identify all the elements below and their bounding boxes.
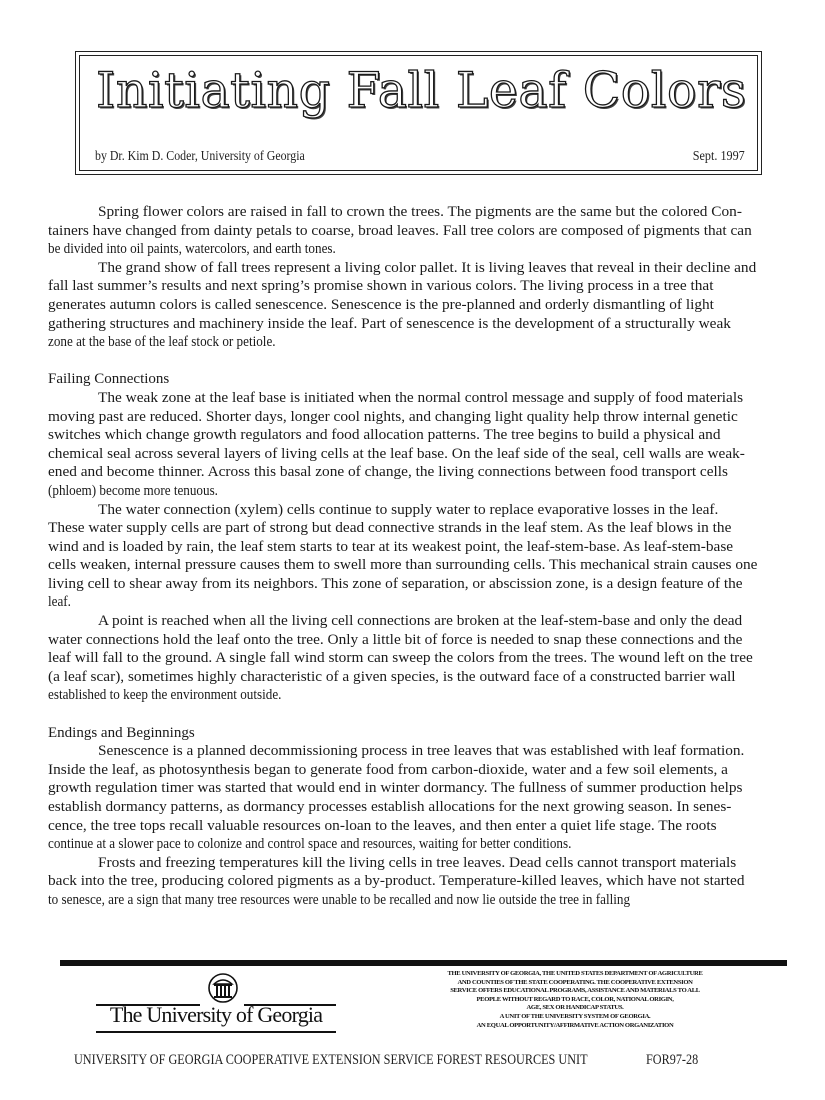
university-wordmark: The University of Georgia	[109, 1002, 323, 1027]
paragraph-line: Inside the leaf, as photosynthesis began to generate food from carbon-dioxide, water and a few soil elements, a	[48, 761, 728, 778]
paragraph-line: continue at a slower pace to colonize and control space and resources, waiting for better conditions.	[48, 836, 572, 853]
paragraph-line: The weak zone at the leaf base is initiated when the normal control message and supply of food materials	[98, 389, 744, 406]
disclaimer-line: AND COUNTIES OF THE STATE COOPERATING. THE COOPERATIVE EXTENSION	[457, 978, 693, 986]
section-spacer	[48, 352, 780, 371]
publication-date: Sept. 1997	[693, 148, 745, 163]
paragraph-line: cells weaken, internal pressure causes them to swell more than surrounding cells. This mechanical strain causes one	[48, 557, 758, 574]
disclaimer-line: AGE, SEX OR HANDICAP STATUS.	[526, 1004, 624, 1012]
paragraph-line: wind and is loaded by rain, the leaf stem starts to tear at its weakest point, the leaf-stem-base. As leaf-stem-base	[48, 538, 734, 555]
paragraph-line: leaf will fall to the ground. A single fall wind storm can sweep the colors from the trees. The wound left on the tree	[48, 650, 753, 667]
paragraph-line: zone at the base of the leaf stock or petiole.	[48, 334, 276, 351]
paragraph-line: These water supply cells are part of strong but dead connective strands in the leaf stem. As the leaf blows in the	[48, 520, 732, 537]
paragraph-line: growth regulation timer was started that would end in winter dormancy. The fullness of summer production helps	[48, 780, 743, 797]
paragraph-line: living cell to shear away from its neighbors. This zone of separation, or abscission zone, is a design feature of the	[48, 575, 743, 592]
university-logo	[96, 972, 336, 1032]
title-box-inner-border	[79, 55, 758, 171]
section-spacer	[48, 705, 780, 724]
paragraph-line: (a leaf scar), sometimes highly characteristic of a given species, is the outward face of a constructed barrier wall	[48, 668, 736, 685]
section-failing-connections	[48, 370, 780, 705]
paragraph-line: generates autumn colors is called senescence. Senescence is the pre-planned and orderly dismantling of light	[48, 296, 714, 313]
disclaimer-line: AN EQUAL OPPORTUNITY/AFFIRMATIVE ACTION ORGANIZATION	[476, 1021, 674, 1029]
disclaimer-line: SERVICE OFFERS EDUCATIONAL PROGRAMS, ASSISTANCE AND MATERIALS TO ALL	[450, 987, 700, 995]
paragraph-line: fall last summer’s results and next spring’s promise shown in various colors. The living process in a tree that	[48, 278, 714, 295]
paragraph-line: Frosts and freezing temperatures kill the living cells in tree leaves. Dead cells cannot transport materials	[98, 854, 737, 871]
disclaimer-line: THE UNIVERSITY OF GEORGIA, THE UNITED STATES DEPARTMENT OF AGRICULTURE	[447, 970, 703, 977]
paragraph-line: established to keep the environment outside.	[48, 687, 282, 704]
publisher-unit: UNIVERSITY OF GEORGIA COOPERATIVE EXTENSION SERVICE FOREST RESOURCES UNIT	[74, 1052, 588, 1068]
section-heading: Endings and Beginnings	[48, 724, 195, 741]
logo-rule	[96, 1031, 336, 1033]
author-byline: by Dr. Kim D. Coder, University of Georgia	[95, 148, 305, 163]
paragraph-line: switches which change growth regulators and food allocation patterns. The tree begins to build a physical and	[48, 427, 721, 444]
title-box	[75, 51, 762, 175]
paragraph-line: Spring flower colors are raised in fall to crown the trees. The pigments are the same but the colored Con-	[98, 204, 742, 220]
disclaimer-line: A UNIT OF THE UNIVERSITY SYSTEM OF GEORGIA.	[499, 1012, 651, 1020]
intro-section	[48, 203, 780, 352]
footer-divider	[60, 960, 787, 966]
paragraph-line: moving past are reduced. Shorter days, longer cool nights, and changing light quality help throw internal genetic	[48, 408, 738, 425]
document-title: Initiating Fall Leaf Colors	[96, 62, 747, 119]
section-endings-and-beginnings	[48, 724, 780, 910]
paragraph-line: be divided into oil paints, watercolors, and earth tones.	[48, 241, 336, 258]
paragraph-line: Senescence is a planned decommissioning process in tree leaves that was established with leaf formation.	[98, 743, 745, 760]
publication-code: FOR97-28	[646, 1052, 699, 1068]
paragraph-line: gathering structures and machinery inside the leaf. Part of senescence is the development of a structurally weak	[48, 315, 731, 332]
equal-opportunity-statement	[390, 970, 760, 1030]
paragraph-line: The water connection (xylem) cells continue to supply water to replace evaporative losses in the leaf.	[98, 501, 719, 518]
article-body	[48, 203, 780, 910]
paragraph-line: (phloem) become more tenuous.	[48, 482, 218, 499]
paragraph-line: ened and become thinner. Across this basal zone of change, the living connections between food transport cells	[48, 464, 728, 481]
paragraph-line: back into the tree, producing colored pigments as a by-product. Temperature-killed leaves, which have not started	[48, 873, 745, 890]
paragraph-line: to senesce, are a sign that many tree resources were unable to be recalled and now lie outside the tree in falling	[48, 891, 631, 908]
paragraph-line: A point is reached when all the living cell connections are broken at the leaf-stem-base and only the dead	[98, 613, 743, 630]
paragraph-line: chemical seal across several layers of living cells at the leaf base. On the leaf side of the seal, cell walls are weak-	[48, 445, 745, 462]
paragraph-line: establish dormancy patterns, as dormancy processes establish allocations for the next growing season. In senes-	[48, 799, 732, 815]
paragraph-line: The grand show of fall trees represent a living color pallet. It is living leaves that reveal in their decline and	[98, 259, 757, 276]
section-heading: Failing Connections	[48, 371, 170, 388]
paragraph-line: leaf.	[48, 594, 71, 611]
disclaimer-line: PEOPLE WITHOUT REGARD TO RACE, COLOR, NATIONAL ORIGIN,	[476, 995, 674, 1003]
paragraph-line: cence, the tree tops recall valuable resources on-loan to the leaves, and then enter a quiet life stage. The roots	[48, 817, 717, 834]
paragraph-line: tainers have changed from dainty petals to coarse, broad leaves. Fall tree colors are composed of pigments that can	[48, 222, 752, 239]
paragraph-line: water connections hold the leaf onto the tree. Only a little bit of force is needed to snap these connections and the	[48, 631, 743, 648]
